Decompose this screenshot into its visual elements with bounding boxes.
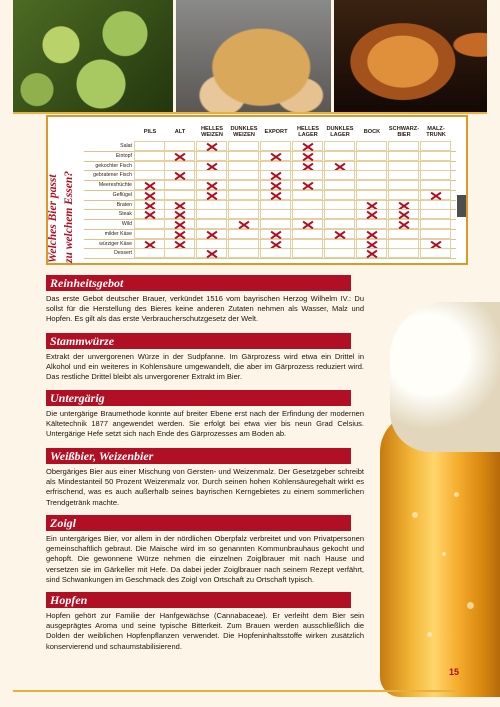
table-cell <box>356 141 387 151</box>
pairing-mark <box>292 141 323 151</box>
pairing-mark <box>324 161 355 171</box>
table-cell <box>228 180 259 190</box>
pairing-mark <box>228 219 259 229</box>
table-cell <box>260 248 291 258</box>
table-cell <box>292 229 323 239</box>
table-cell <box>164 180 195 190</box>
table-cell <box>324 180 355 190</box>
table-cell <box>420 141 451 151</box>
table-cell <box>324 190 355 200</box>
pairing-mark <box>292 180 323 190</box>
section-heading: Zoigl <box>46 515 351 531</box>
table-cell <box>356 151 387 161</box>
table-cell <box>134 219 165 229</box>
pairing-mark <box>356 229 387 239</box>
table-cell <box>420 170 451 180</box>
table-cell <box>292 190 323 200</box>
table-cell <box>420 229 451 239</box>
table-cell <box>196 151 227 161</box>
row-label: Eintopf <box>115 152 132 159</box>
column-header: HELLES LAGER <box>296 126 320 138</box>
column-header: EXPORT <box>264 129 288 136</box>
table-title-line2: zu welchem Essen? <box>63 170 75 263</box>
table-cell <box>324 239 355 249</box>
column-header: MALZ-TRUNK <box>426 126 446 138</box>
table-cell <box>164 141 195 151</box>
pairing-mark <box>164 229 195 239</box>
table-cell <box>260 209 291 219</box>
header-divider <box>13 112 487 114</box>
section-body: Hopfen gehört zur Familie der Hanfgewächse (Cannabaceae). Er verleiht dem Bier sein ausgeprägtes Aroma und seine typische Bitterkeit. Zum Brauen werden ausschließlich die Dolden der weiblichen Hopfenpflanzen verwendet. Die Hopfeninhaltsstoffe wirken zusätzlich konservierend und schaumstabilisierend. <box>46 611 364 651</box>
pairing-mark <box>420 190 451 200</box>
pairing-mark <box>260 151 291 161</box>
table-cell <box>420 248 451 258</box>
table-cell <box>228 229 259 239</box>
table-cell <box>324 170 355 180</box>
table-cell <box>420 200 451 210</box>
table-cell <box>324 200 355 210</box>
pairing-mark <box>388 200 419 210</box>
table-cell <box>260 219 291 229</box>
glossary-section <box>46 592 371 652</box>
table-cell <box>134 161 165 171</box>
column-header: ALT <box>174 129 186 136</box>
pairing-mark <box>356 200 387 210</box>
table-cell <box>228 170 259 180</box>
table-cell <box>420 219 451 229</box>
row-label: Steak <box>118 211 132 218</box>
section-body: Ein untergäriges Bier, vor allem in der nördlichen Oberpfalz verbreitet und von Privatpersonen gemeinschaftlich gebraut. Die Maische wird im so genannten Kommunbrauhaus gekocht und gehopft. Die gewonnene Würze nehmen die einzelnen Zoiglbrauer mit nach Hause und versetzen sie im Gärkeller mit Hefe. Da dabei jeder Zoiglbrauer nach seinem Rezept verfährt, sind Schwankungen im Geschmack des Zoigl von Ortschaft zu Ortschaft typisch. <box>46 534 364 584</box>
table-cell <box>196 219 227 229</box>
pairing-mark <box>134 239 165 249</box>
pairing-mark <box>134 209 165 219</box>
pairing-mark <box>292 161 323 171</box>
table-cell <box>228 141 259 151</box>
row-label: Meeresfrüchte <box>98 182 132 188</box>
table-cell <box>388 161 419 171</box>
row-label: würziger Käse <box>99 240 132 247</box>
pairing-mark <box>134 190 165 200</box>
pairing-mark <box>164 209 195 219</box>
table-cell <box>292 209 323 219</box>
table-cell <box>196 170 227 180</box>
column-header: PILS <box>143 129 157 136</box>
hops-photo <box>13 0 173 112</box>
malt-hands-photo <box>176 0 331 112</box>
section-body: Extrakt der unvergorenen Würze in der Sudpfanne. Im Gärprozess wird etwa ein Drittel in Alkohol und ein weiteres in Kohlensäure umgewandelt, die aber im Gärprozess reduziert wird. Das restliche Drittel bleibt als unvergorener Extrakt im Bier. <box>46 352 364 382</box>
section-body: Das erste Gebot deutscher Brauer, verkündet 1516 vom bayrischen Herzog Wilhelm IV.: Du sollst für die Herstellung des Bieres keine anderen Zutaten nehmen als Wasser, Malz und Hopfen. Es gilt als das erste Verbraucherschutzgesetz der Welt. <box>46 294 364 324</box>
pairing-mark <box>356 239 387 249</box>
pairing-mark <box>260 239 291 249</box>
pairing-mark <box>164 219 195 229</box>
table-cell <box>196 200 227 210</box>
pairing-mark <box>196 190 227 200</box>
table-cell <box>420 151 451 161</box>
pairing-mark <box>134 180 165 190</box>
pairing-mark <box>196 229 227 239</box>
table-cell <box>420 209 451 219</box>
table-cell <box>228 239 259 249</box>
table-cell <box>228 200 259 210</box>
section-body: Obergäriges Bier aus einer Mischung von Gersten- und Weizenmalz. Der Gesetzgeber schreibt als Mindestanteil 50 Prozent Weizenmalz vor. Durch seinen hohen Kohlensäuregehalt wirkt es erfrischend, was es auch außerhalb seines bayrischen Kerngebietes zu einem sommerlichen Trendgetränk machte. <box>46 467 364 507</box>
table-cell <box>388 248 419 258</box>
glossary-section <box>46 275 371 325</box>
table-cell <box>324 209 355 219</box>
column-header: DUNKLES LAGER <box>326 126 354 138</box>
pairing-mark <box>196 161 227 171</box>
table-cell <box>356 161 387 171</box>
row-label: gekochter Fisch <box>95 162 132 169</box>
pairing-mark <box>260 180 291 190</box>
section-heading: Untergärig <box>46 390 351 406</box>
table-cell <box>260 200 291 210</box>
table-cell <box>228 161 259 171</box>
table-cell <box>260 161 291 171</box>
table-cell <box>356 219 387 229</box>
table-cell <box>388 141 419 151</box>
pairing-mark <box>260 229 291 239</box>
glossary-section <box>46 515 371 585</box>
table-cell <box>388 180 419 190</box>
pairing-mark <box>164 200 195 210</box>
pairing-mark <box>164 151 195 161</box>
pairing-mark <box>356 209 387 219</box>
section-heading: Stammwürze <box>46 333 351 349</box>
table-cell <box>260 141 291 151</box>
table-cell <box>324 141 355 151</box>
row-label: milder Käse <box>104 230 132 237</box>
row-label: Salat <box>120 143 132 149</box>
table-cell <box>164 190 195 200</box>
column-header: HELLES WEIZEN <box>200 126 224 138</box>
brew-kettle-photo <box>334 0 487 112</box>
table-cell <box>324 248 355 258</box>
table-cell <box>134 248 165 258</box>
table-cell <box>196 239 227 249</box>
pairing-mark <box>292 219 323 229</box>
glossary-section <box>46 390 371 440</box>
table-cell <box>356 180 387 190</box>
column-header: BOCK <box>363 129 381 136</box>
glossary-section <box>46 333 371 383</box>
table-cell <box>228 190 259 200</box>
pairing-mark <box>260 190 291 200</box>
table-cell <box>292 248 323 258</box>
table-cell <box>420 180 451 190</box>
table-cell <box>388 170 419 180</box>
pairing-mark <box>164 170 195 180</box>
footer-divider <box>13 690 459 692</box>
pairing-mark <box>196 141 227 151</box>
pairing-mark <box>196 248 227 258</box>
table-cell <box>324 219 355 229</box>
pairing-mark <box>164 239 195 249</box>
table-cell <box>324 151 355 161</box>
table-cell <box>164 248 195 258</box>
pairing-mark <box>292 151 323 161</box>
table-cell <box>356 170 387 180</box>
page-number: 15 <box>449 667 460 677</box>
table-cell <box>292 170 323 180</box>
table-cell <box>164 161 195 171</box>
table-cell <box>420 161 451 171</box>
pairing-mark <box>324 229 355 239</box>
beer-glass-image <box>372 302 500 697</box>
pairing-mark <box>388 219 419 229</box>
row-label: Geflügel <box>112 191 132 198</box>
table-cell <box>292 239 323 249</box>
table-cell <box>292 200 323 210</box>
section-heading: Hopfen <box>46 592 351 608</box>
section-heading: Reinheitsgebot <box>46 275 351 291</box>
table-cell <box>196 209 227 219</box>
pairing-mark <box>388 209 419 219</box>
table-cell <box>134 229 165 239</box>
table-cell <box>134 141 165 151</box>
table-cell <box>388 151 419 161</box>
table-cell <box>388 229 419 239</box>
row-label: Dessert <box>114 250 132 257</box>
section-heading: Weißbier, Weizenbier <box>46 448 351 464</box>
table-cell <box>228 209 259 219</box>
pairing-mark <box>134 200 165 210</box>
table-cell <box>388 239 419 249</box>
section-body: Die untergärige Braumethode konnte auf breiter Ebene erst nach der Erfindung der modernen Kältetechnik 1877 angewendet werden. Sie erfolgt bei etwa vier bis neun Grad Celsius. Untergärige Hefe setzt sich nach Ende des Gärprozesses am Boden ab. <box>46 409 364 439</box>
pairing-mark <box>420 239 451 249</box>
column-header: SCHWARZ-BIER <box>388 126 420 138</box>
row-label: gebratener Fisch <box>93 172 132 179</box>
table-title-line1: Welches Bier passt <box>47 174 59 263</box>
side-tab <box>457 195 466 217</box>
column-header: DUNKLES WEIZEN <box>230 126 258 138</box>
row-label: Wild <box>121 221 132 227</box>
table-cell <box>228 151 259 161</box>
pairing-mark <box>260 170 291 180</box>
table-cell <box>356 190 387 200</box>
table-cell <box>388 190 419 200</box>
table-cell <box>134 151 165 161</box>
row-label: Braten <box>116 201 132 208</box>
table-cell <box>228 248 259 258</box>
pairing-mark <box>356 248 387 258</box>
table-cell <box>134 170 165 180</box>
pairing-mark <box>196 180 227 190</box>
glossary-section <box>46 448 371 508</box>
